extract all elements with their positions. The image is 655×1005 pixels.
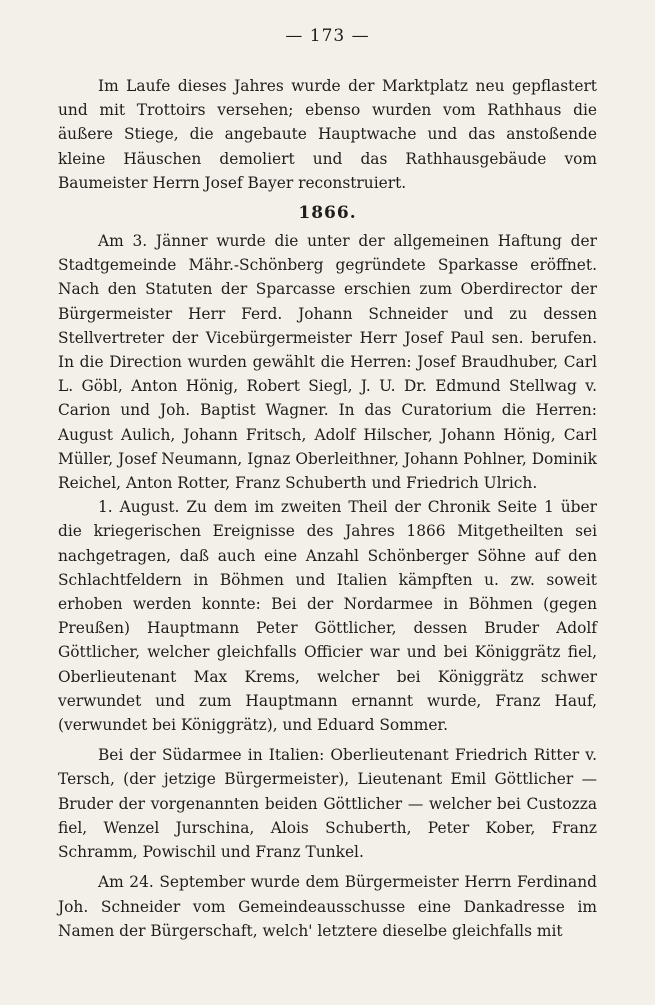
year-heading: 1866. [298,203,357,224]
paragraph-suedarmee: Bei der Südarmee in Italien: Oberlieutenant Friedrich Ritter v. Tersch, (der jetzige Bürgermeister), Lieutenant Emil Göttlicher — Bruder der vorgenannten beiden Göttlicher — welcher bei Custozza fiel, Wenzel Jurschina, Alois Schuberth, Peter Kober, Franz Schramm, Powischil und Franz Tunkel. [58,746,597,862]
paragraph-marketplace: Im Laufe dieses Jahres wurde der Marktplatz neu gepflastert und mit Trottoirs versehen; ebenso wurden vom Rathhaus die äußere Stiege, die angebaute Hauptwache und das anstoßende kleine Häuschen demoliert und das Rathhausgebäude vom Baumeister Herrn Josef Bayer reconstruiert. [58,77,597,192]
paragraph-september: Am 24. September wurde dem Bürgermeister Herrn Ferdinand Joh. Schneider vom Gemeindeausschusse eine Dankadresse im Namen der Bürgerschaft, welch' letztere dieselbe gleichfalls mit [58,873,597,940]
paragraph-august: 1. August. Zu dem im zweiten Theil der Chronik Seite 1 über die kriegerischen Ereignisse des Jahres 1866 Mitgetheilten sei nachgetragen, daß auch eine Anzahl Schönberger Söhne auf den Schlachtfeldern in Böhmen und Italien kämpften u. zw. soweit erhoben werden konnte: Bei der Nordarmee in Böhmen (gegen Preußen) Hauptmann Peter Göttlicher, dessen Bruder Adolf Göttlicher, welcher gleichfalls Officier war und bei Königgrätz fiel, Oberlieutenant Max Krems, welcher bei Königgrätz schwer verwundet und zum Hauptmann ernannt wurde, Franz Hauf, (verwundet bei Königgrätz), und Eduard Sommer. [58,498,597,735]
paragraph-sparkasse: Am 3. Jänner wurde die unter der allgemeinen Haftung der Stadtgemeinde Mähr.-Schönberg gegründete Sparkasse eröffnet. Nach den Statuten der Sparcasse erschien zum Oberdirector der Bürgermeister Herr Ferd. Johann Schneider und zu dessen Stellvertreter der Vicebürgermeister Herr Josef Paul sen. berufen. In die Direction wurden gewählt die Herren: Josef Braudhuber, Carl L. Göbl, Anton Hönig, Robert Siegl, J. U. Dr. Edmund Stellwag v. Carion und Joh. Baptist Wagner. In das Curatorium die Herren: August Aulich, Johann Fritsch, Adolf Hilscher, Johann Hönig, Carl Müller, Josef Neumann, Ignaz Oberleithner, Johann Pohlner, Dominik Reichel, Anton Rotter, Franz Schuberth und Friedrich Ulrich. [58,232,597,493]
page-number: — 173 — [285,26,370,46]
